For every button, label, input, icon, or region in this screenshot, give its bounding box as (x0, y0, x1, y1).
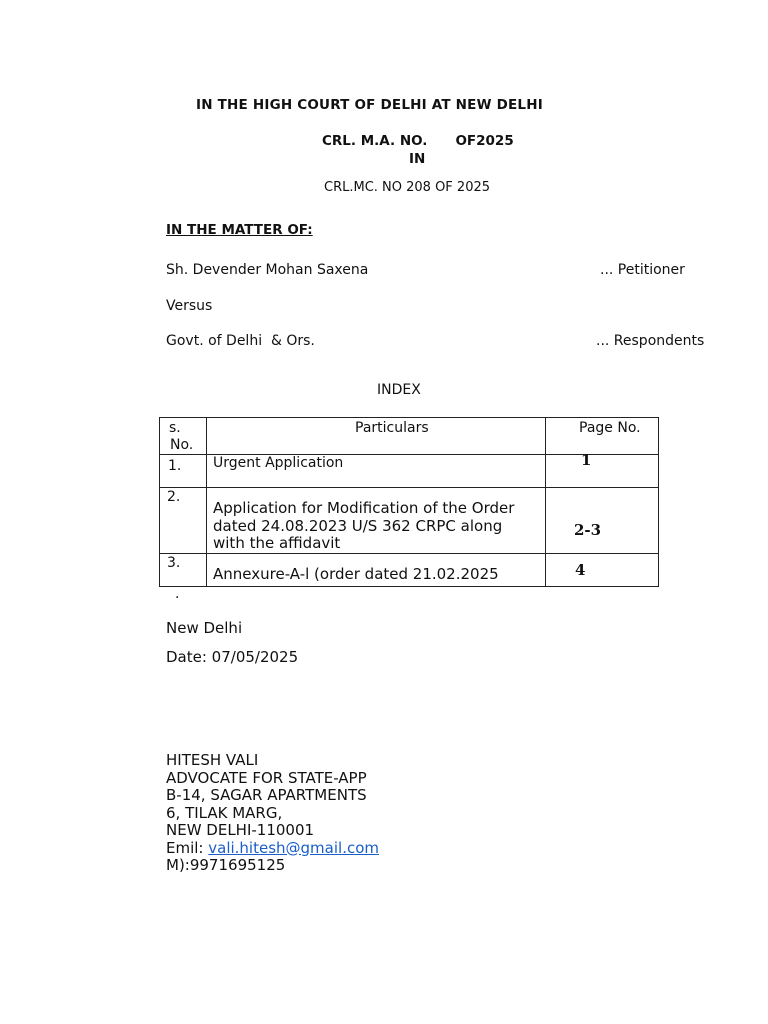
row1-particulars-cell (207, 455, 546, 488)
row2-particulars-cell (207, 488, 546, 554)
row3-page: 4 (575, 561, 586, 579)
index-table (159, 417, 659, 587)
row2-page-cell (546, 488, 659, 554)
header-particulars (207, 418, 546, 455)
header-sno (160, 418, 207, 455)
row3-sno-cell (160, 554, 207, 587)
advocate-email-line (166, 840, 379, 858)
row2-page: 2-3 (574, 521, 602, 539)
table-header-row (160, 418, 659, 455)
header-page (546, 418, 659, 455)
table-row (160, 455, 659, 488)
petitioner-role: ... Petitioner (600, 262, 685, 278)
stray-dot: . (175, 586, 180, 602)
crl-ma-number (322, 133, 514, 149)
advocate-name: HITESH VALI (166, 751, 259, 769)
row2-particulars-line3: with the affidavit (213, 534, 341, 552)
row1-page: 1 (581, 451, 592, 469)
email-label: Emil: (166, 838, 209, 857)
crl-ma-prefix: CRL. M.A. NO. (322, 133, 428, 149)
row1-sno-cell (160, 455, 207, 488)
row2-particulars-line2: dated 24.08.2023 U/S 362 CRPC along (213, 516, 503, 535)
respondent-name: Govt. of Delhi & Ors. (166, 333, 315, 349)
table-row (160, 554, 659, 587)
respondent-role: ... Respondents (596, 333, 705, 349)
crl-mc-number: CRL.MC. NO 208 OF 2025 (324, 180, 491, 195)
petitioner-name: Sh. Devender Mohan Saxena (166, 262, 369, 278)
email-link[interactable]: vali.hitesh@gmail.com (208, 838, 379, 857)
table-row (160, 488, 659, 554)
header-sno-line2: No. (170, 437, 194, 453)
header-sno-line1: s. (169, 420, 181, 436)
row3-particulars-cell (207, 554, 546, 587)
versus-label: Versus (166, 298, 213, 314)
advocate-address-line3: NEW DELHI-110001 (166, 821, 315, 839)
row3-particulars: Annexure-A-l (order dated 21.02.2025 (213, 565, 499, 583)
in-label: IN (409, 151, 426, 167)
matter-heading: IN THE MATTER OF: (166, 222, 313, 238)
index-title: INDEX (377, 382, 421, 398)
advocate-mobile: M):9971695125 (166, 856, 286, 874)
crl-ma-year: OF2025 (455, 133, 514, 149)
advocate-address-line2: 6, TILAK MARG, (166, 803, 283, 822)
advocate-designation: ADVOCATE FOR STATE-APP (166, 768, 367, 787)
row2-particulars-line1: Application for Modification of the Order (213, 499, 515, 517)
row2-sno-cell (160, 488, 207, 554)
advocate-address-line1: B-14, SAGAR APARTMENTS (166, 786, 367, 804)
row3-sno: 3. (167, 555, 181, 571)
row1-particulars: Urgent Application (213, 455, 344, 471)
row2-sno: 2. (167, 489, 181, 505)
place-label: New Delhi (166, 619, 243, 637)
row1-page-cell (546, 451, 659, 488)
court-heading: IN THE HIGH COURT OF DELHI AT NEW DELHI (196, 97, 543, 113)
date-label: Date: 07/05/2025 (166, 648, 299, 666)
header-page-label: Page No. (579, 420, 641, 436)
row1-sno: 1. (168, 458, 182, 474)
row3-page-cell (546, 554, 659, 587)
header-particulars-label: Particulars (355, 420, 429, 436)
